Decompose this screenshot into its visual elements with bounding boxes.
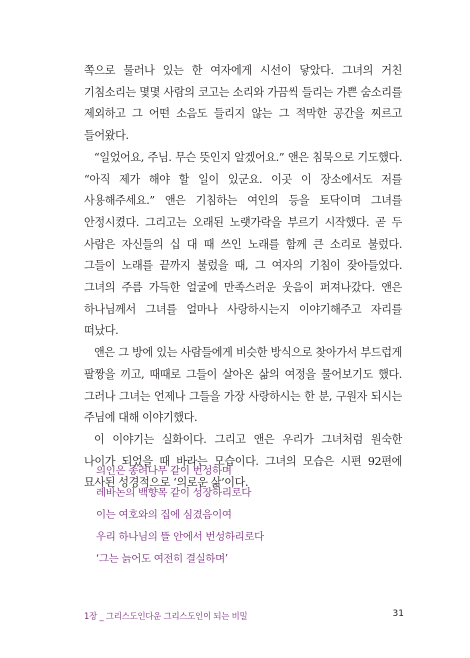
scripture-line-5: ‘그는 늙어도 여전히 결실하며’ (96, 552, 228, 565)
paragraph-1: 쪽으로 물러나 있는 한 여자에게 시선이 닿았다. 그녀의 거친 기침소리는 몇몇 사람의 코고는 소리와 가끔씩 들리는 가쁜 숨소리를 제외하고 그 어떤 소음도 들리지 않는 그 적막한 공간을 찌르고 들어왔다. (84, 64, 402, 143)
paragraph-4: 이 이야기는 실화이다. 그리고 앤은 우리가 그녀처럼 원숙한 나이가 되었을 때 바라는 모습이다. 그녀의 모습은 시편 92편에 묘사된 성경적으로 ‘의로운 삶’이다. (84, 432, 402, 490)
paragraph-2: “일었어요, 주님. 무슨 뜻인지 알겠어요.” 앤은 침묵으로 기도했다. “아직 제가 해야 할 일이 있군요. 이곳 이 장소에서도 저를 사용해주세요.” 앤은 기침하는 여인의 등을 토닥이며 그녀를 안정시켰다. 그리고는 오래된 노랫가락을 부르기 시작했다. 곧 두 사람은 자신들의 십 대 때 쓰인 노래를 함께 큰 소리로 불렀다. 그들이 노래를 끝까지 불렀을 때, 그 여자의 기침이 잦아들었다. 그녀의 주름 가득한 얼굴에 만족스러운 웃음이 퍼져나갔다. 앤은 하나님께서 그녀를 얼마나 사랑하시는지 이야기해주고 자리를 떠났다. (84, 150, 402, 338)
body-text (84, 60, 402, 494)
scripture-line-4: 우리 하나님의 뜰 안에서 번성하리로다 (96, 530, 264, 543)
page-number: 31 (392, 609, 404, 619)
scripture-line-1: 의인은 종려나무 같이 번성하며 (96, 465, 232, 477)
running-footer-chapter-title: 1장 _ 그리스도인다운 그리스도인이 되는 비밀 (84, 611, 248, 621)
paragraph-3: 앤은 그 방에 있는 사람들에게 비슷한 방식으로 찾아가서 부드럽게 팔짱을 끼고, 때때로 그들이 살아온 삶의 여정을 물어보기도 했다. 그러나 그녀는 언제나 그들을 가장 사랑하시는 한 분, 구원자 되시는 주님에 대해 이야기했다. (84, 346, 402, 425)
scripture-line-2: 레바논의 백향목 같이 성장하리로다 (96, 486, 252, 499)
scripture-line-3: 이는 여호와의 집에 심겼음이여 (96, 508, 232, 521)
scripture-quote (96, 461, 396, 571)
